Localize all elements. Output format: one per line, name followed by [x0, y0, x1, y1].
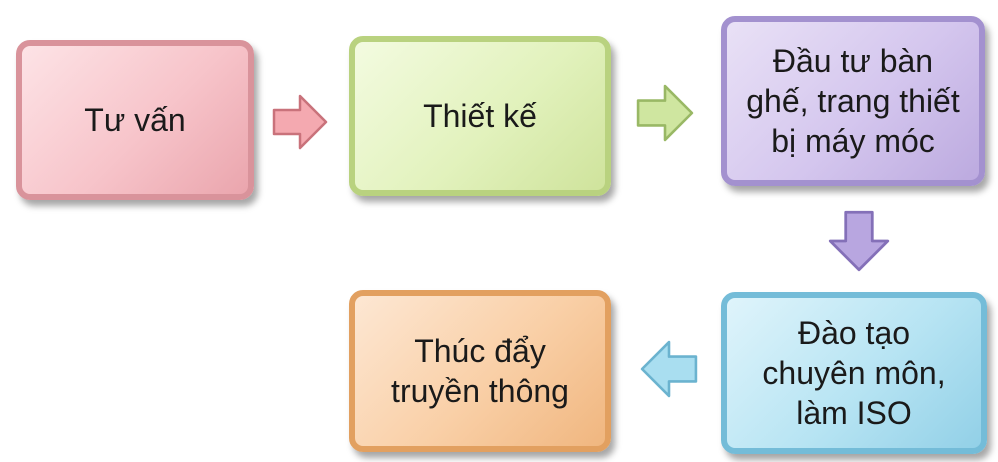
- arrow-left-icon: [640, 340, 698, 398]
- step-training: [721, 292, 987, 454]
- step-label: Thúc đẩy truyền thông: [391, 333, 569, 409]
- arrow-right-icon: [272, 94, 328, 150]
- step-label: Đầu tư bàn ghế, trang thiết bị máy móc: [746, 43, 960, 159]
- step-consulting: [16, 40, 254, 200]
- step-investment: [721, 16, 985, 186]
- arrow-down-icon: [828, 210, 890, 272]
- step-label: Thiết kế: [423, 98, 537, 134]
- step-communication: [349, 290, 611, 452]
- step-label: Tư vấn: [84, 102, 186, 138]
- arrow-right-icon: [636, 84, 694, 142]
- step-label: Đào tạo chuyên môn, làm ISO: [762, 315, 946, 431]
- step-design: [349, 36, 611, 196]
